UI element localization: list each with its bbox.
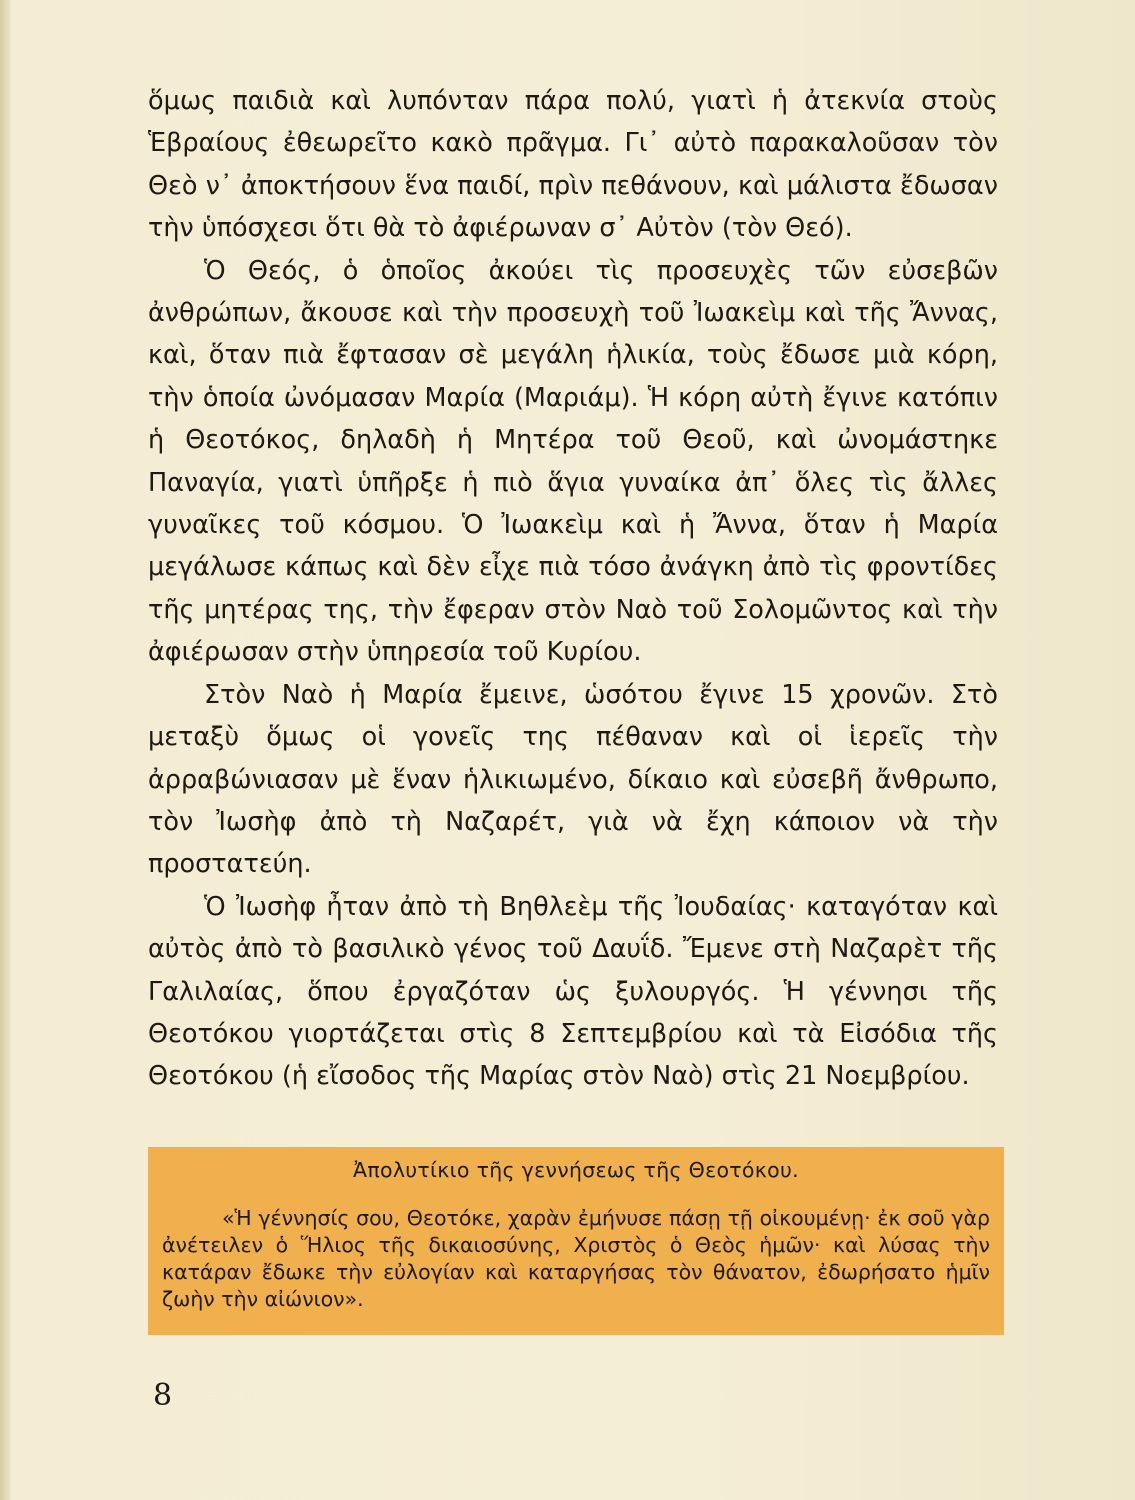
paragraph-3: Στὸν Ναὸ ἡ Μαρία ἔμεινε, ὡσότου ἔγινε 15 χρονῶν. Στὸ μεταξὺ ὅμως οἱ γονεῖς της πέθαναν καὶ οἱ ἱερεῖς τὴν ἀρραβώνιασαν μὲ ἕναν ἡλικιωμένο, δίκαιο καὶ εὐσεβῆ ἄνθρωπο, τὸν Ἰωσὴφ ἀπὸ τὴ Ναζαρέτ, γιὰ νὰ ἔχη κάποιον νὰ τὴν προστατεύη. <box>148 679 998 880</box>
main-text <box>148 80 998 1098</box>
paragraph-2: Ὁ Θεός, ὁ ὁποῖος ἀκούει τὶς προσευχὲς τῶν εὐσεβῶν ἀνθρώπων, ἄκουσε καὶ τὴν προσευχὴ τοῦ Ἰωακεὶμ καὶ τῆς Ἄννας, καὶ, ὅταν πιὰ ἔφτασαν σὲ μεγάλη ἡλικία, τοὺς ἔδωσε μιὰ κόρη, τὴν ὁποία ὠνόμασαν Μαρία (Μαριάμ). Ἡ κόρη αὐτὴ ἔγινε κατόπιν ἡ Θεοτόκος, δηλαδὴ ἡ Μητέρα τοῦ Θεοῦ, καὶ ὠνομάστηκε Παναγία, γιατὶ ὑπῆρξε ἡ πιὸ ἅγια γυναίκα ἀπ᾿ ὅλες τὶς ἄλλες γυναῖκες τοῦ κόσμου. Ὁ Ἰωακεὶμ καὶ ἡ Ἄννα, ὅταν ἡ Μαρία μεγάλωσε κάπως καὶ δὲν εἶχε πιὰ τόσο ἀνάγκη ἀπὸ τὶς φροντίδες τῆς μητέρας της, τὴν ἔφεραν στὸν Ναὸ τοῦ Σολομῶντος καὶ τὴν ἀφιέρωσαν στὴν ὑπηρεσία τοῦ Κυρίου. <box>148 255 998 668</box>
hymn-text: «Ἡ γέννησίς σου, Θεοτόκε, χαρὰν ἐμήνυσε πάσῃ τῇ οἰκουμένῃ· ἐκ σοῦ γὰρ ἀνέτειλεν ὁ Ἥλιος τῆς δικαιοσύνης, Χριστὸς ὁ Θεὸς ἡμῶν· καὶ λύσας τὴν κατάραν ἔδωκε τὴν εὐλογίαν καὶ καταργήσας τὸν θάνατον, ἐδωρήσατο ἡμῖν ζωὴν τὴν αἰώνιον». <box>162 1206 990 1311</box>
paragraph-4: Ὁ Ἰωσὴφ ἦταν ἀπὸ τὴ Βηθλεὲμ τῆς Ἰουδαίας· καταγόταν καὶ αὐτὸς ἀπὸ τὸ βασιλικὸ γένος τοῦ Δαυΐδ. Ἔμενε στὴ Ναζαρὲτ τῆς Γαλιλαίας, ὅπου ἐργαζόταν ὡς ξυλουργός. Ἡ γέννησι τῆς Θεοτόκου γιορτάζεται στὶς 8 Σεπτεμβρίου καὶ τὰ Εἰσόδια τῆς Θεοτόκου (ἡ εἴσοδος τῆς Μαρίας στὸν Ναὸ) στὶς 21 Νοεμβρίου. <box>148 891 998 1092</box>
page-number: 8 <box>153 1378 173 1413</box>
paragraph-1: ὅμως παιδιὰ καὶ λυπόνταν πάρα πολύ, γιατὶ ἡ ἀτεκνία στοὺς Ἑβραίους ἐθεωρεῖτο κακὸ πρᾶγμα. Γι᾿ αὐτὸ παρακαλοῦσαν τὸν Θεὸ ν᾿ ἀποκτήσουν ἕνα παιδί, πρὶν πεθάνουν, καὶ μάλιστα ἔδωσαν τὴν ὑπόσχεσι ὅτι θὰ τὸ ἀφιέρωναν σ᾿ Αὐτὸν (τὸν Θεό). <box>148 86 998 244</box>
hymn-box <box>148 1147 1004 1335</box>
page-binding-edge <box>0 0 10 1500</box>
hymn-title: Ἀπολυτίκιο τῆς γεννήσεως τῆς Θεοτόκου. <box>353 1158 799 1182</box>
